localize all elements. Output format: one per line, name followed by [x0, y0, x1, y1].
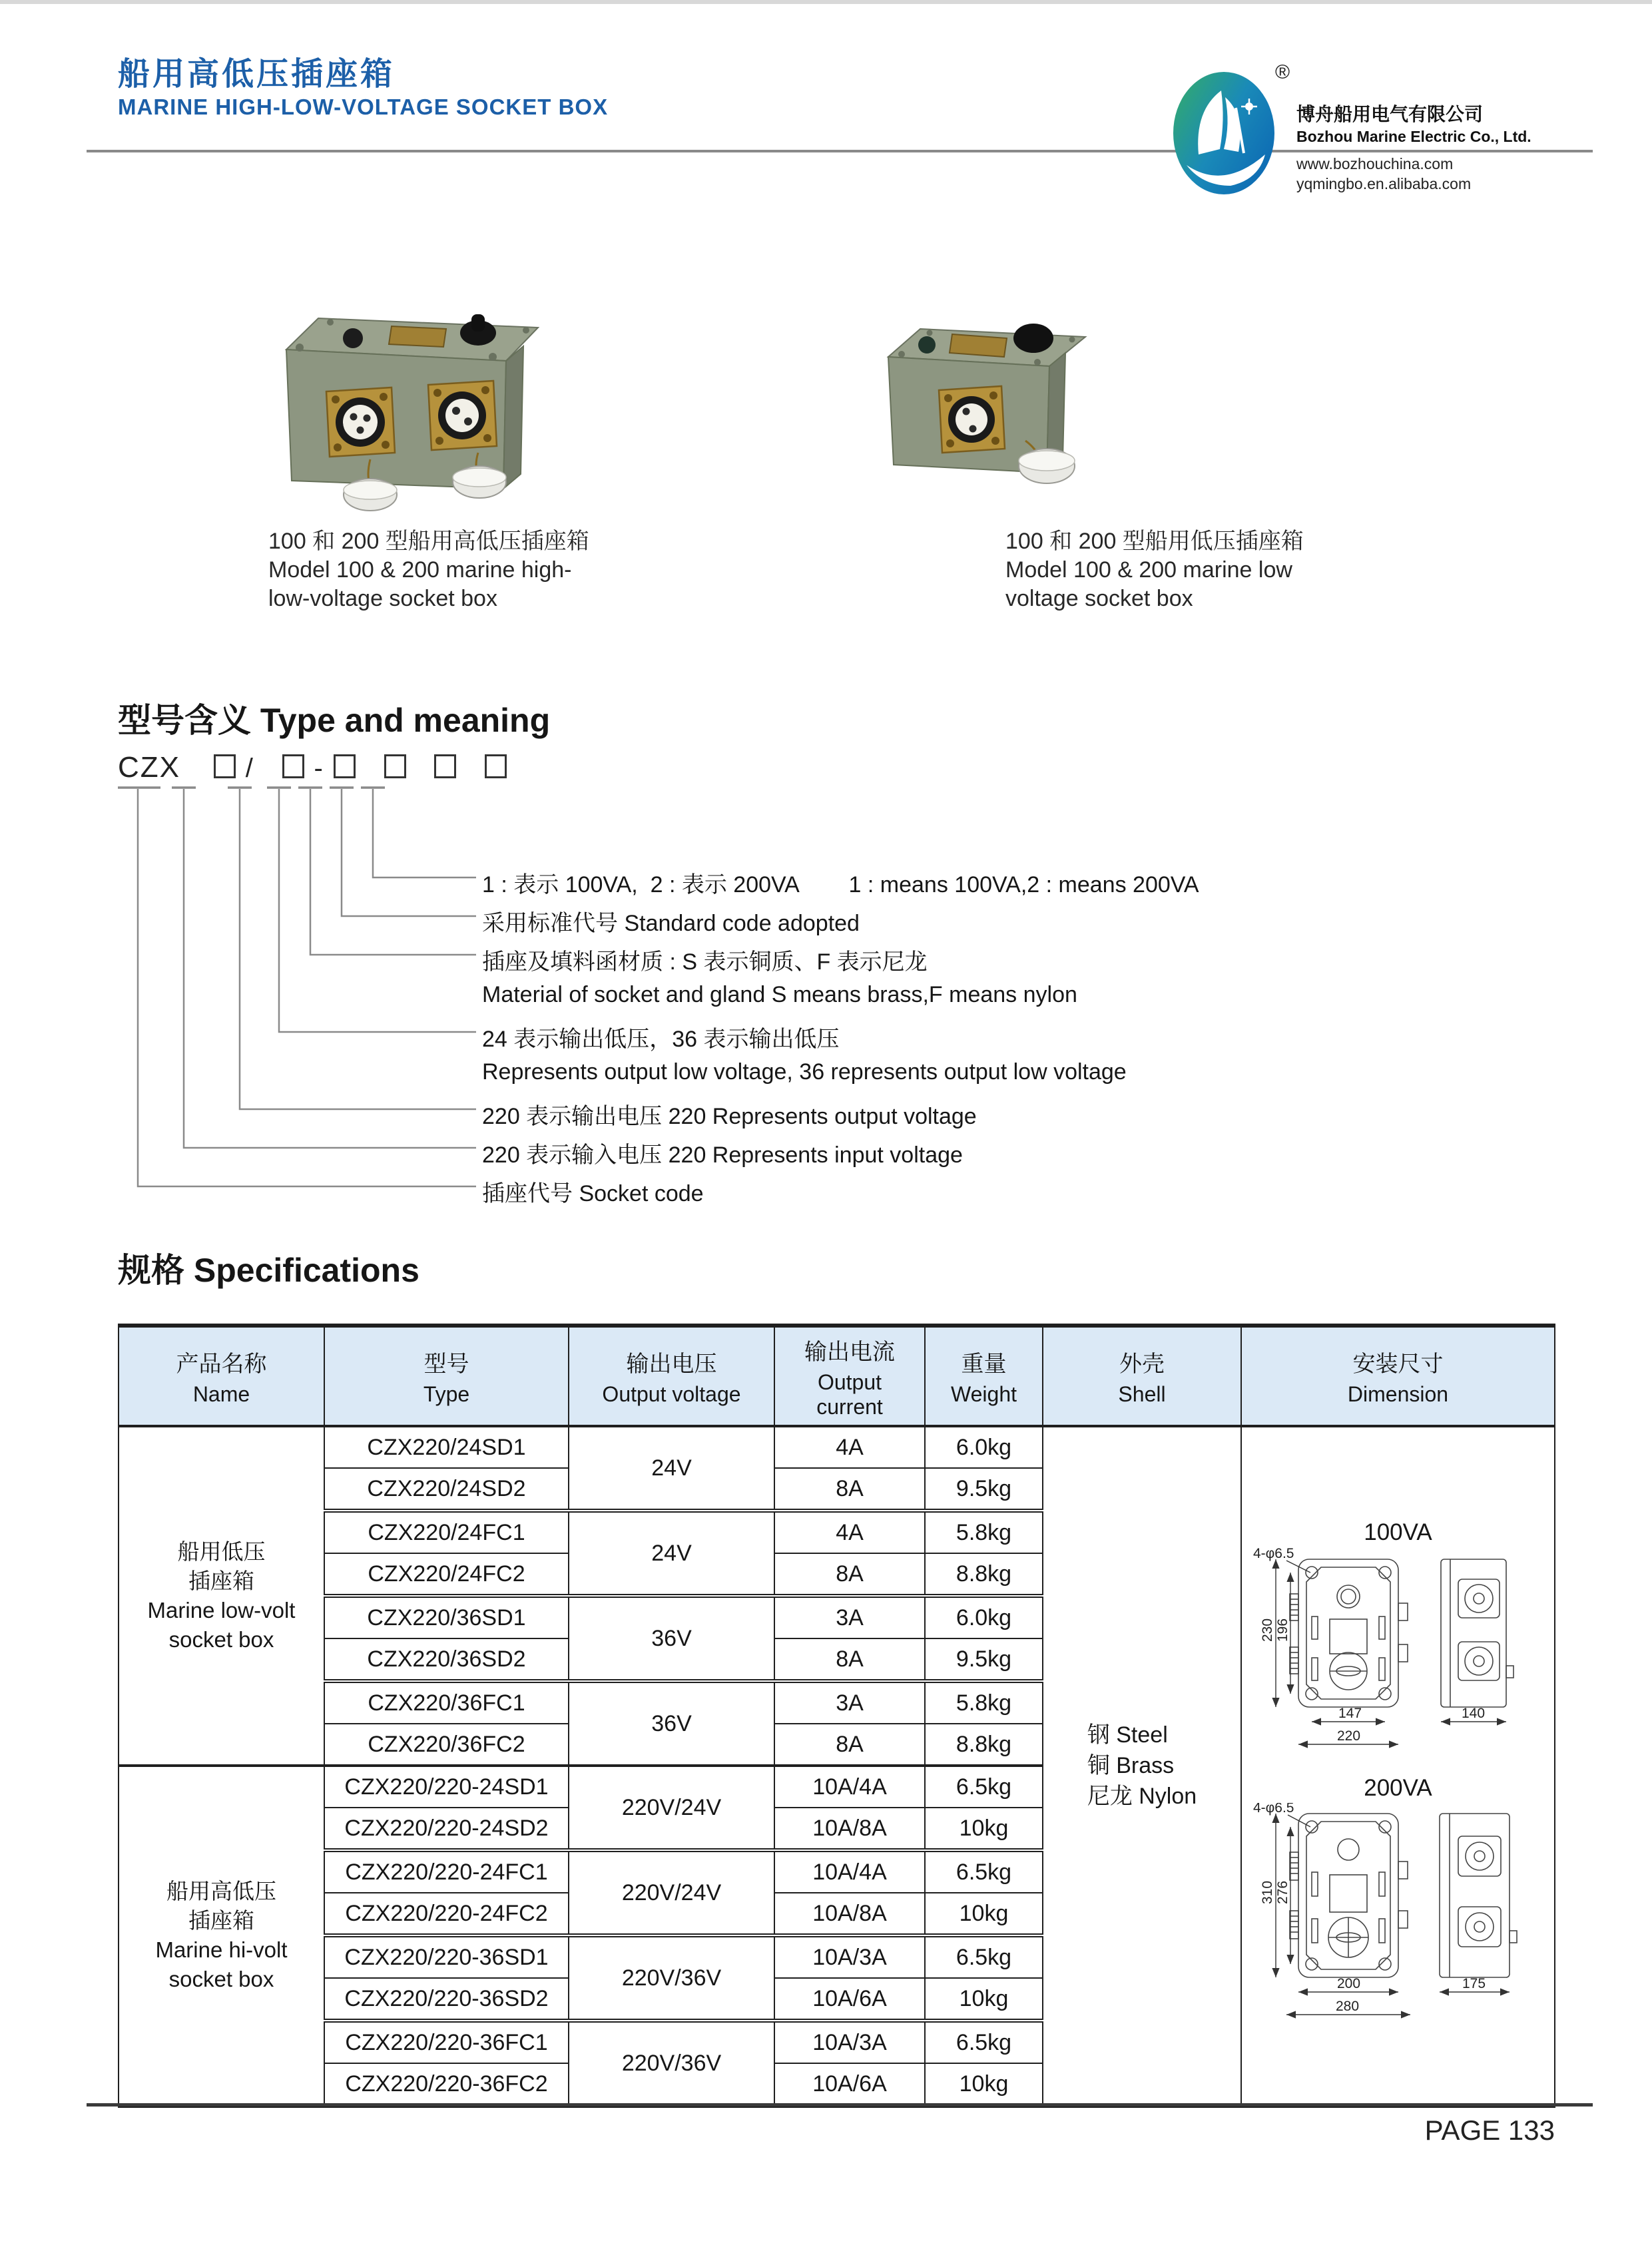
dimension-title-200va: 200VA — [1364, 1775, 1432, 1801]
cell-type: CZX220/36FC1 — [324, 1681, 569, 1724]
type-meaning-line-low-voltage-zh: 24 表示输出低压，36 表示输出低压 — [482, 1027, 840, 1052]
caption-zh: 100 和 200 型船用低压插座箱 — [1005, 529, 1304, 554]
col-header-dimension: 安装尺寸 Dimension — [1241, 1326, 1555, 1426]
cell-weight: 6.0kg — [925, 1426, 1043, 1468]
code-separator-slash: / — [245, 754, 254, 783]
svg-text:175: 175 — [1462, 1976, 1486, 1991]
cell-voltage: 24V — [569, 1426, 774, 1511]
code-separator-dash: - — [314, 754, 324, 783]
caption-zh: 100 和 200 型船用高低压插座箱 — [268, 529, 589, 554]
company-name-en: Bozhou Marine Electric Co., Ltd. — [1296, 128, 1531, 145]
scan-edge — [0, 0, 1652, 4]
registered-mark: ® — [1275, 61, 1290, 83]
cell-current: 4A — [774, 1511, 925, 1553]
cell-type: CZX220/220-36FC1 — [324, 2021, 569, 2063]
cell-type: CZX220/220-36SD1 — [324, 1935, 569, 1978]
cell-current: 8A — [774, 1724, 925, 1766]
cell-dimension — [1241, 1426, 1555, 2106]
svg-text:276: 276 — [1274, 1880, 1290, 1904]
col-header-type: 型号 Type — [324, 1326, 569, 1426]
dimension-diagram-100va — [1242, 1519, 1554, 1758]
dimension-diagram-200va — [1242, 1775, 1554, 2029]
code-box-standard — [434, 754, 456, 778]
cell-current: 10A/6A — [774, 1978, 925, 2021]
cell-weight: 10kg — [925, 1808, 1043, 1850]
type-meaning-line-output-voltage: 220 表示输出电压 220 Represents output voltage — [482, 1104, 977, 1129]
product-photo-high-low-voltage-box — [258, 285, 565, 515]
cell-voltage: 220V/24V — [569, 1850, 774, 1935]
svg-text:310: 310 — [1259, 1880, 1275, 1904]
cell-type: CZX220/220-24FC1 — [324, 1850, 569, 1893]
cell-voltage: 36V — [569, 1681, 774, 1766]
cell-type: CZX220/220-24SD1 — [324, 1766, 569, 1808]
type-meaning-line-material-en: Material of socket and gland S means brass,F means nylon — [482, 982, 1077, 1007]
caption-en-line2: voltage socket box — [1005, 586, 1193, 611]
type-meaning-line-low-voltage-en: Represents output low voltage, 36 represents output low voltage — [482, 1059, 1127, 1085]
cell-weight: 9.5kg — [925, 1638, 1043, 1681]
code-box-output-voltage — [282, 754, 304, 778]
cell-weight: 5.8kg — [925, 1681, 1043, 1724]
caption-low-voltage-box — [1005, 527, 1304, 613]
cell-shell: 钢 Steel 铜 Brass 尼龙 Nylon — [1043, 1426, 1241, 2106]
svg-text:280: 280 — [1335, 1999, 1359, 2014]
code-box-material — [384, 754, 406, 778]
cell-current: 10A/8A — [774, 1893, 925, 1935]
cell-type: CZX220/36SD2 — [324, 1638, 569, 1681]
section-heading-specifications: 规格 Specifications — [118, 1252, 419, 1289]
cell-type: CZX220/220-36SD2 — [324, 1978, 569, 2021]
caption-en-line1: Model 100 & 200 marine low — [1005, 557, 1292, 583]
cell-weight: 10kg — [925, 1893, 1043, 1935]
type-meaning-line-standard: 采用标准代号 Standard code adopted — [482, 911, 860, 936]
caption-en-line1: Model 100 & 200 marine high- — [268, 557, 572, 583]
cell-weight: 5.8kg — [925, 1511, 1043, 1553]
company-alibaba-url: yqmingbo.en.alibaba.com — [1296, 175, 1472, 192]
svg-text:147: 147 — [1338, 1706, 1362, 1721]
col-header-weight: 重量 Weight — [925, 1326, 1043, 1426]
col-header-name: 产品名称 Name — [119, 1326, 324, 1426]
cell-current: 4A — [774, 1426, 925, 1468]
cell-current: 8A — [774, 1468, 925, 1511]
dimension-title-100va: 100VA — [1364, 1519, 1432, 1545]
page-title-zh: 船用高低压插座箱 — [118, 57, 396, 92]
svg-text:196: 196 — [1274, 1618, 1290, 1642]
code-box-capacity — [485, 754, 507, 778]
cell-current: 8A — [774, 1638, 925, 1681]
cell-voltage: 36V — [569, 1596, 774, 1681]
type-meaning-line-material-zh: 插座及填料函材质 : S 表示铜质、F 表示尼龙 — [482, 949, 928, 975]
footer-divider — [87, 2103, 1593, 2107]
cell-weight: 6.5kg — [925, 1850, 1043, 1893]
col-header-output-current: 输出电流 Output current — [774, 1326, 925, 1426]
cell-current: 10A/6A — [774, 2063, 925, 2106]
page-number: PAGE 133 — [1424, 2115, 1555, 2146]
table-header-row — [119, 1326, 1555, 1426]
cell-voltage: 220V/36V — [569, 1935, 774, 2021]
type-code-connector-lines — [118, 786, 517, 1212]
cell-weight: 9.5kg — [925, 1468, 1043, 1511]
caption-high-low-voltage-box — [268, 527, 589, 613]
cell-voltage: 220V/24V — [569, 1766, 774, 1850]
cell-weight: 6.5kg — [925, 1935, 1043, 1978]
cell-current: 10A/3A — [774, 2021, 925, 2063]
caption-en-line2: low-voltage socket box — [268, 586, 497, 611]
cell-type: CZX220/24FC1 — [324, 1511, 569, 1553]
table-row — [119, 1426, 1555, 1468]
col-header-output-voltage: 输出电压 Output voltage — [569, 1326, 774, 1426]
cell-current: 8A — [774, 1553, 925, 1596]
cell-type: CZX220/36SD1 — [324, 1596, 569, 1638]
cell-voltage: 24V — [569, 1511, 774, 1596]
specifications-table — [118, 1324, 1555, 2108]
company-name-zh: 博舟船用电气有限公司 — [1296, 104, 1484, 124]
cell-weight: 8.8kg — [925, 1553, 1043, 1596]
code-box-input-voltage — [214, 754, 236, 778]
svg-text:4-φ6.5: 4-φ6.5 — [1252, 1547, 1294, 1561]
company-logo-icon — [1157, 67, 1290, 200]
product-photo-low-voltage-box — [866, 301, 1099, 494]
group-name-hi-volt: 船用高低压 插座箱 Marine hi-volt socket box — [119, 1766, 324, 2106]
cell-current: 10A/4A — [774, 1766, 925, 1808]
cell-type: CZX220/220-36FC2 — [324, 2063, 569, 2106]
cell-current: 10A/3A — [774, 1935, 925, 1978]
svg-text:4-φ6.5: 4-φ6.5 — [1252, 1803, 1294, 1816]
code-box-low-voltage — [334, 754, 356, 778]
svg-text:230: 230 — [1259, 1618, 1275, 1642]
cell-type: CZX220/24SD1 — [324, 1426, 569, 1468]
cell-current: 10A/8A — [774, 1808, 925, 1850]
page-title-en: MARINE HIGH-LOW-VOLTAGE SOCKET BOX — [118, 95, 609, 119]
cell-weight: 10kg — [925, 1978, 1043, 2021]
type-meaning-line-socket-code: 插座代号 Socket code — [482, 1181, 704, 1206]
cell-voltage: 220V/36V — [569, 2021, 774, 2106]
cell-weight: 8.8kg — [925, 1724, 1043, 1766]
type-meaning-line-input-voltage: 220 表示输入电压 220 Represents input voltage — [482, 1142, 963, 1168]
type-code-prefix: CZX — [118, 751, 180, 784]
company-website: www.bozhouchina.com — [1296, 155, 1454, 172]
cell-type: CZX220/220-24SD2 — [324, 1808, 569, 1850]
cell-current: 10A/4A — [774, 1850, 925, 1893]
cell-type: CZX220/220-24FC2 — [324, 1893, 569, 1935]
col-header-shell: 外壳 Shell — [1043, 1326, 1241, 1426]
svg-text:200: 200 — [1336, 1976, 1360, 1991]
type-meaning-line-capacity: 1 : 表示 100VA, 2 : 表示 200VA 1 : means 100VA,2 : means 200VA — [482, 872, 1199, 897]
cell-current: 3A — [774, 1596, 925, 1638]
cell-type: CZX220/36FC2 — [324, 1724, 569, 1766]
section-heading-type-meaning: 型号含义 Type and meaning — [118, 702, 551, 739]
cell-current: 3A — [774, 1681, 925, 1724]
svg-text:220: 220 — [1336, 1728, 1360, 1744]
cell-weight: 6.5kg — [925, 1766, 1043, 1808]
cell-type: CZX220/24FC2 — [324, 1553, 569, 1596]
header-divider — [87, 150, 1593, 152]
cell-type: CZX220/24SD2 — [324, 1468, 569, 1511]
cell-weight: 6.0kg — [925, 1596, 1043, 1638]
group-name-low-volt: 船用低压 插座箱 Marine low-volt socket box — [119, 1426, 324, 1766]
type-code-row — [118, 751, 507, 784]
cell-weight: 6.5kg — [925, 2021, 1043, 2063]
cell-weight: 10kg — [925, 2063, 1043, 2106]
svg-text:140: 140 — [1461, 1706, 1485, 1721]
